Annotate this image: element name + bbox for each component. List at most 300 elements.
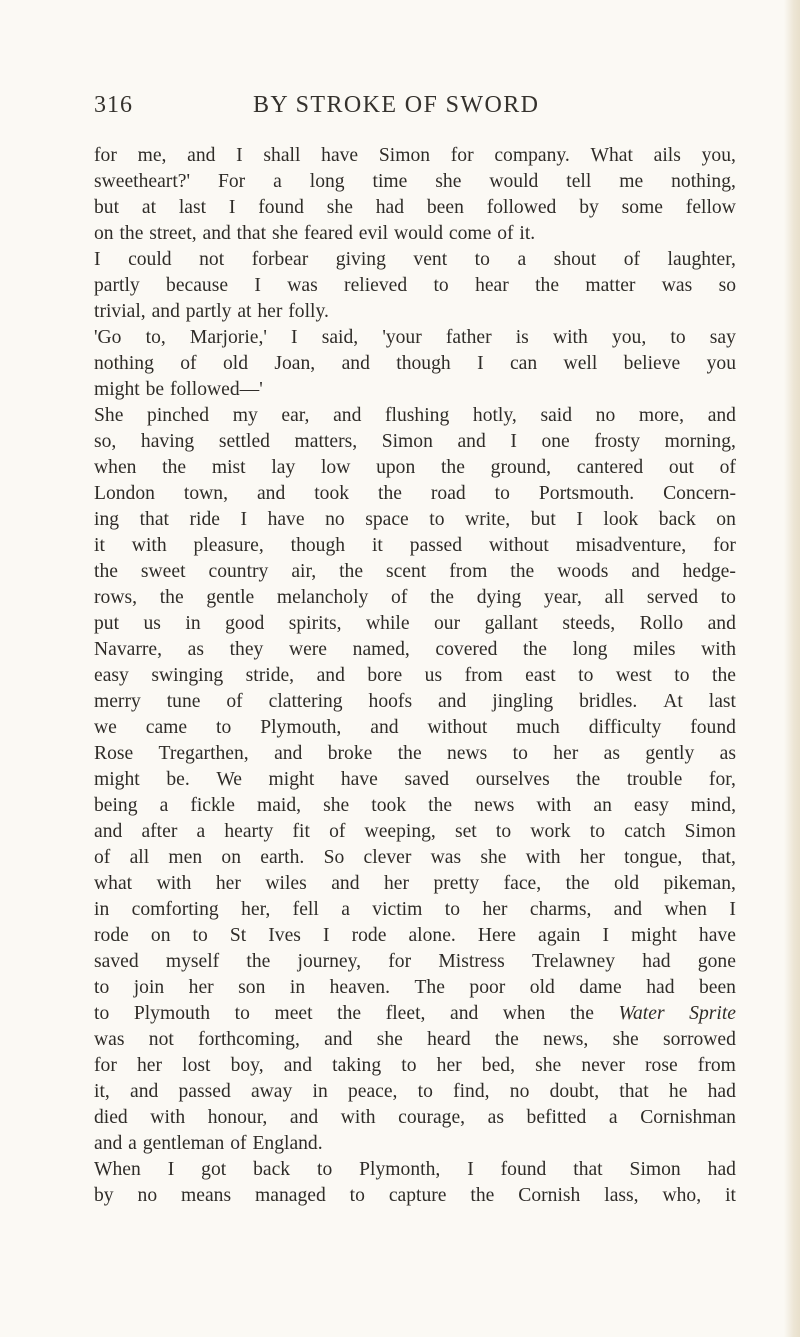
word: took: [314, 483, 350, 504]
word: partly: [185, 301, 232, 322]
word: she: [480, 847, 507, 868]
word: never: [581, 1055, 625, 1076]
word: say: [709, 327, 736, 348]
text-line: [94, 559, 736, 585]
word: peace,: [347, 1081, 398, 1102]
word: Joan,: [274, 353, 316, 374]
word: for: [94, 1055, 117, 1076]
word: hearty: [224, 821, 274, 842]
text-line: [94, 455, 736, 481]
word: to: [94, 977, 110, 998]
word: hedge-: [682, 561, 736, 582]
word: shout: [553, 249, 597, 270]
word: sweetheart?': [94, 171, 190, 192]
word: forthcoming,: [198, 1029, 300, 1050]
word: got: [201, 1159, 227, 1180]
word: and: [283, 1055, 313, 1076]
word: join: [133, 977, 165, 998]
word: it.: [519, 223, 536, 244]
word: would: [489, 171, 539, 192]
word: but: [530, 509, 556, 530]
word: space: [365, 509, 409, 530]
word: as: [487, 1107, 504, 1128]
word: found: [500, 1159, 547, 1180]
word: on: [94, 223, 114, 244]
word: us: [143, 613, 161, 634]
word: might: [268, 769, 315, 790]
word: at: [141, 197, 157, 218]
word: feared: [303, 223, 353, 244]
word: I: [510, 431, 517, 452]
word: the: [470, 1185, 495, 1206]
word: merry: [94, 691, 141, 712]
word: bridles.: [579, 691, 638, 712]
word: work: [530, 821, 571, 842]
word: for: [388, 951, 412, 972]
word: to: [349, 1185, 365, 1206]
word: Concern-: [663, 483, 736, 504]
word: to: [94, 1003, 110, 1024]
word: been: [698, 977, 736, 998]
text-line: [94, 1027, 736, 1053]
word: her: [215, 873, 241, 894]
word: a: [273, 171, 282, 192]
word: well: [563, 353, 598, 374]
word: company.: [494, 145, 570, 166]
word: laughter,: [667, 249, 736, 270]
word: not: [148, 1029, 174, 1050]
word: so: [718, 275, 736, 296]
word: might: [94, 769, 140, 790]
word: good: [225, 613, 265, 634]
word: last: [178, 197, 207, 218]
word: morning,: [664, 431, 736, 452]
text-line: [94, 429, 736, 455]
word: heaven.: [329, 977, 390, 998]
word: write,: [465, 509, 511, 530]
text-line: [94, 689, 736, 715]
word: would: [394, 223, 443, 244]
word: to: [433, 275, 449, 296]
word: poor: [469, 977, 506, 998]
word: the: [510, 561, 535, 582]
text-line: [94, 1053, 736, 1079]
word: and: [333, 405, 362, 426]
word: might: [631, 925, 677, 946]
word: stride,: [245, 665, 295, 686]
word: more,: [638, 405, 685, 426]
word: I: [236, 145, 243, 166]
running-title: BY STROKE OF SWORD: [253, 92, 540, 118]
word: to: [444, 899, 461, 920]
word: you,: [611, 327, 647, 348]
word: her: [136, 1055, 163, 1076]
word: Plymouth,: [260, 717, 342, 738]
word: victim: [372, 899, 423, 920]
word: her,: [241, 899, 271, 920]
text-line: [94, 377, 736, 403]
word: tongue,: [624, 847, 683, 868]
word: heard: [427, 1029, 471, 1050]
word: to: [192, 925, 208, 946]
word: were: [288, 639, 328, 660]
word: the: [162, 457, 187, 478]
word: and: [187, 145, 216, 166]
word: capture: [388, 1185, 447, 1206]
word: to: [401, 1055, 417, 1076]
word: the: [569, 1003, 594, 1024]
word: on: [221, 847, 241, 868]
word: fleet,: [385, 1003, 426, 1024]
word: street,: [149, 223, 197, 244]
word: and: [151, 301, 180, 322]
text-line: [94, 507, 736, 533]
text-line: [94, 143, 736, 169]
word: being: [94, 795, 138, 816]
word: by: [579, 197, 599, 218]
word: difficulty: [588, 717, 662, 738]
word: to: [429, 509, 445, 530]
word: have: [267, 509, 305, 530]
word: without: [488, 535, 549, 556]
word: Simon: [378, 145, 431, 166]
word: of: [391, 587, 408, 608]
word: is: [515, 327, 529, 348]
word: folly.: [288, 301, 329, 322]
word: the: [576, 769, 601, 790]
word: upon: [376, 457, 416, 478]
word: means: [181, 1185, 232, 1206]
word: ear,: [281, 405, 310, 426]
word: hotly,: [472, 405, 517, 426]
word: ails: [653, 145, 681, 166]
word: When: [94, 1159, 141, 1180]
word: managed: [255, 1185, 326, 1206]
word: from: [464, 665, 503, 686]
word: without: [427, 717, 488, 738]
word: I: [240, 509, 248, 530]
word: forbear: [251, 249, 309, 270]
word: a: [517, 249, 527, 270]
word: matters,: [294, 431, 358, 452]
word: the: [428, 795, 453, 816]
word: to: [234, 1003, 250, 1024]
word: to: [512, 743, 528, 764]
word: it,: [94, 1081, 110, 1102]
word: the: [337, 1003, 362, 1024]
word: for: [94, 145, 117, 166]
word: I: [254, 275, 261, 296]
word: a: [196, 821, 206, 842]
word: that: [236, 223, 267, 244]
word: her: [257, 301, 283, 322]
word: they: [229, 639, 264, 660]
word: comforting: [131, 899, 219, 920]
word: She: [94, 405, 124, 426]
text-line: [94, 819, 736, 845]
word: from: [449, 561, 488, 582]
word: news,: [543, 1029, 589, 1050]
word: old: [614, 873, 640, 894]
word: partly: [94, 275, 140, 296]
word: news: [447, 743, 488, 764]
word: the: [397, 743, 422, 764]
text-line: [94, 533, 736, 559]
word: the: [565, 873, 590, 894]
word: and: [256, 483, 286, 504]
word: cantered: [576, 457, 644, 478]
word: having: [140, 431, 195, 452]
word: I: [602, 925, 610, 946]
word: named,: [352, 639, 410, 660]
text-line: [94, 585, 736, 611]
word: was: [661, 275, 693, 296]
text-line: [94, 403, 736, 429]
word: a: [341, 899, 350, 920]
word: but: [94, 197, 120, 218]
word: on: [716, 509, 736, 530]
word: Plymouth: [133, 1003, 211, 1024]
word: said,: [321, 327, 359, 348]
word: and: [707, 613, 736, 634]
word: a: [159, 795, 169, 816]
word: dying: [476, 587, 522, 608]
word: had: [707, 1159, 736, 1180]
word: low: [320, 457, 351, 478]
word: can: [509, 353, 538, 374]
text-line: [94, 793, 736, 819]
word: town,: [183, 483, 228, 504]
word: of: [497, 223, 514, 244]
word: me: [619, 171, 644, 192]
text-line: [94, 715, 736, 741]
word: covered: [435, 639, 498, 660]
word: Here: [477, 925, 516, 946]
word: no: [137, 1185, 158, 1206]
word: found: [258, 197, 304, 218]
word: come: [448, 223, 492, 244]
word: face,: [503, 873, 542, 894]
word: the: [535, 275, 560, 296]
text-line: [94, 611, 736, 637]
word: back: [658, 509, 696, 530]
word: dame: [579, 977, 622, 998]
word: all: [129, 847, 150, 868]
word: tell: [566, 171, 592, 192]
running-head: [94, 92, 734, 126]
word: bed,: [481, 1055, 515, 1076]
word: in: [185, 613, 201, 634]
word: from: [697, 1055, 736, 1076]
word: and: [94, 821, 123, 842]
word: he: [668, 1081, 688, 1102]
word: a: [128, 1133, 137, 1154]
word: and: [130, 1081, 159, 1102]
text-line: [94, 1001, 736, 1027]
word: for: [450, 145, 474, 166]
word: flushing: [385, 405, 450, 426]
word: though: [396, 353, 451, 374]
word: Water: [618, 1003, 665, 1024]
word: been: [426, 197, 464, 218]
word: maid,: [256, 795, 302, 816]
word: that: [139, 509, 169, 530]
word: with: [340, 1107, 376, 1128]
word: not: [199, 249, 225, 270]
text-line: [94, 273, 736, 299]
word: the: [440, 457, 465, 478]
word: I: [576, 509, 583, 530]
word: the: [159, 587, 184, 608]
word: Cornishman: [640, 1107, 736, 1128]
text-line: [94, 923, 736, 949]
word: ourselves: [475, 769, 550, 790]
word: old: [222, 353, 248, 374]
word: honour,: [207, 1107, 268, 1128]
word: passed: [409, 535, 463, 556]
word: misadventure,: [575, 535, 687, 556]
word: I: [94, 249, 101, 270]
word: might: [94, 379, 140, 400]
word: find,: [453, 1081, 490, 1102]
word: mind,: [690, 795, 736, 816]
word: boy,: [230, 1055, 264, 1076]
word: she: [326, 197, 353, 218]
word: gentle: [206, 587, 255, 608]
word: was: [94, 1029, 125, 1050]
word: and: [370, 717, 399, 738]
word: alone.: [408, 925, 456, 946]
word: clattering: [268, 691, 343, 712]
word: taking: [332, 1055, 382, 1076]
word: to: [494, 483, 510, 504]
word: fellow: [685, 197, 736, 218]
word: relieved: [344, 275, 408, 296]
word: Mistress: [438, 951, 505, 972]
word: settled: [218, 431, 270, 452]
word: and: [450, 1003, 479, 1024]
word: the: [378, 483, 402, 504]
word: lay: [271, 457, 296, 478]
word: us: [424, 665, 443, 686]
word: to: [589, 821, 605, 842]
word: after: [141, 821, 178, 842]
word: as: [603, 743, 620, 764]
word: lost: [182, 1055, 211, 1076]
word: shall: [263, 145, 301, 166]
word: and: [457, 431, 486, 452]
word: the: [430, 587, 454, 608]
text-line: [94, 1079, 736, 1105]
word: earth.: [260, 847, 305, 868]
word: miles: [633, 639, 676, 660]
word: lass,: [604, 1185, 639, 1206]
word: west: [615, 665, 652, 686]
word: pleasure,: [193, 535, 264, 556]
word: her: [436, 1055, 462, 1076]
word: pretty: [433, 873, 480, 894]
word: Simon: [629, 1159, 681, 1180]
word: came: [145, 717, 188, 738]
word: be: [145, 379, 165, 400]
word: Tregarthen,: [158, 743, 249, 764]
word: set: [454, 821, 477, 842]
word: have: [340, 769, 378, 790]
word: long: [572, 639, 608, 660]
word: of: [226, 691, 243, 712]
word: air,: [291, 561, 317, 582]
word: I: [729, 899, 736, 920]
word: while: [366, 613, 410, 634]
word: and: [341, 353, 370, 374]
word: and: [316, 665, 345, 686]
word: rode: [351, 925, 387, 946]
word: For: [217, 171, 246, 192]
word: and: [202, 223, 231, 244]
word: her: [553, 743, 579, 764]
word: rows,: [94, 587, 137, 608]
word: At: [663, 691, 683, 712]
word: with: [156, 873, 192, 894]
text-line: [94, 169, 736, 195]
text-line: [94, 247, 736, 273]
word: one: [541, 431, 570, 452]
word: could: [128, 249, 172, 270]
word: all: [604, 587, 625, 608]
word: I: [291, 327, 298, 348]
text-line: [94, 1131, 736, 1157]
word: for: [713, 535, 736, 556]
word: it: [371, 535, 383, 556]
word: road: [430, 483, 466, 504]
word: an: [593, 795, 612, 816]
word: that,: [701, 847, 736, 868]
word: to: [417, 1081, 433, 1102]
word: bore: [367, 665, 403, 686]
page-number: 316: [94, 92, 133, 118]
word: we: [94, 717, 117, 738]
word: gentleman: [142, 1133, 225, 1154]
word: her: [482, 899, 508, 920]
word: it: [94, 535, 105, 556]
word: evil: [358, 223, 389, 244]
text-line: [94, 845, 736, 871]
word: me,: [137, 145, 167, 166]
word: a: [608, 1107, 618, 1128]
word: to: [720, 587, 736, 608]
word: of: [94, 847, 111, 868]
word: with: [131, 535, 167, 556]
word: because: [166, 275, 229, 296]
word: had: [646, 977, 675, 998]
word: and: [324, 1029, 353, 1050]
word: be.: [166, 769, 190, 790]
word: as: [187, 639, 204, 660]
word: Rollo: [639, 613, 684, 634]
word: out: [668, 457, 694, 478]
word: have: [698, 925, 736, 946]
word: What: [590, 145, 633, 166]
word: befitted: [526, 1107, 587, 1128]
text-line: [94, 221, 736, 247]
word: of: [329, 821, 346, 842]
word: much: [516, 717, 560, 738]
word: had: [375, 197, 405, 218]
word: and: [94, 1133, 123, 1154]
word: put: [94, 613, 120, 634]
text-line: [94, 325, 736, 351]
word: 'your: [382, 327, 422, 348]
